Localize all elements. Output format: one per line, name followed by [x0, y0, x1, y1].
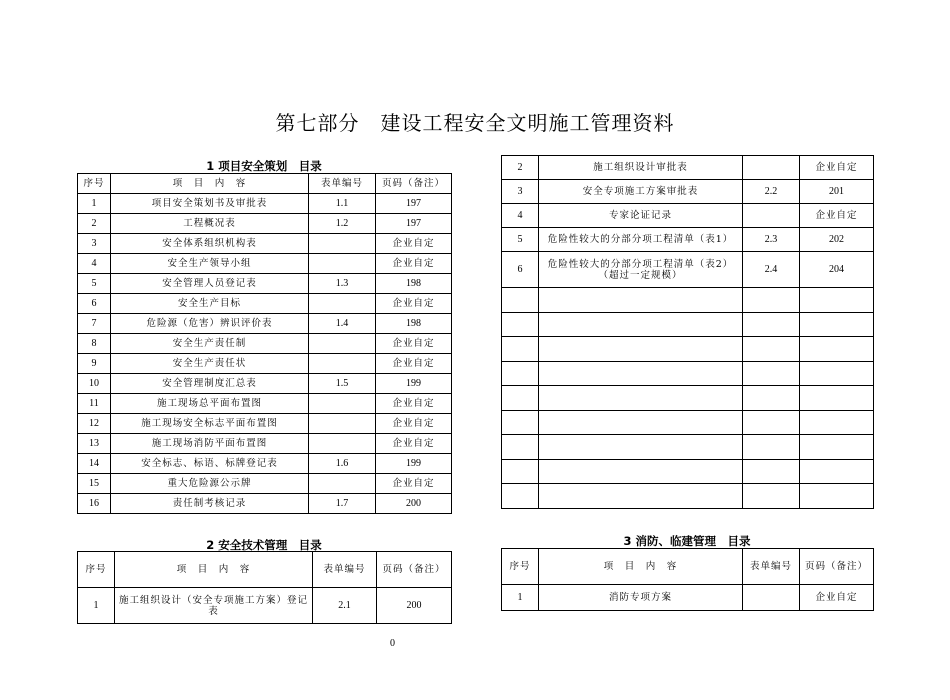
form-number-cell: 2.4 — [743, 252, 800, 288]
item-content-cell: 施工组织设计审批表 — [539, 156, 743, 180]
table-row — [78, 354, 452, 374]
row-number-cell: 16 — [78, 494, 111, 514]
blank-cell — [539, 312, 743, 337]
blank-cell — [800, 361, 874, 386]
form-number-cell — [309, 394, 376, 414]
row-number-cell: 11 — [78, 394, 111, 414]
form-number-cell — [309, 354, 376, 374]
page-note-cell: 企业自定 — [376, 414, 452, 434]
page-note-cell: 200 — [376, 494, 452, 514]
page-note-cell: 201 — [800, 180, 874, 204]
page-note-cell: 202 — [800, 228, 874, 252]
row-number-cell: 6 — [78, 294, 111, 314]
page-note-cell: 198 — [376, 274, 452, 294]
form-number-cell: 2.3 — [743, 228, 800, 252]
blank-cell — [539, 484, 743, 509]
blank-cell — [743, 288, 800, 313]
form-number-cell: 2.1 — [313, 588, 377, 624]
form-number-cell: 1.7 — [309, 494, 376, 514]
table-row — [502, 228, 874, 252]
row-number-cell: 9 — [78, 354, 111, 374]
page-note-cell: 企业自定 — [376, 294, 452, 314]
row-number-cell: 4 — [78, 254, 111, 274]
table-row — [78, 334, 452, 354]
form-number-cell: 1.5 — [309, 374, 376, 394]
form-number-cell — [743, 156, 800, 180]
blank-cell — [539, 459, 743, 484]
row-number-cell: 1 — [78, 194, 111, 214]
blank-cell — [502, 337, 539, 362]
blank-row — [502, 337, 874, 362]
table-header-row — [78, 174, 452, 194]
blank-cell — [800, 337, 874, 362]
blank-cell — [800, 435, 874, 460]
blank-cell — [743, 361, 800, 386]
form-number-cell — [309, 434, 376, 454]
item-content-cell: 消防专项方案 — [539, 585, 743, 611]
page-note-cell: 204 — [800, 252, 874, 288]
blank-row — [502, 435, 874, 460]
blank-cell — [743, 337, 800, 362]
blank-cell — [743, 312, 800, 337]
column-header: 页码（备注） — [377, 552, 452, 588]
blank-cell — [539, 386, 743, 411]
page-note-cell: 企业自定 — [800, 156, 874, 180]
form-number-cell — [309, 414, 376, 434]
item-content-cell: 安全专项施工方案审批表 — [539, 180, 743, 204]
blank-cell — [800, 410, 874, 435]
section1-table — [77, 173, 452, 514]
table-row — [502, 252, 874, 288]
blank-cell — [539, 337, 743, 362]
row-number-cell: 2 — [78, 214, 111, 234]
blank-cell — [502, 459, 539, 484]
table-row — [78, 474, 452, 494]
section3-title: 3 消防、临建管理 目录 — [623, 534, 751, 548]
item-content-cell: 安全管理人员登记表 — [111, 274, 309, 294]
column-header: 页码（备注） — [376, 174, 452, 194]
item-content-cell: 安全生产领导小组 — [111, 254, 309, 274]
row-number-cell: 1 — [502, 585, 539, 611]
item-content-cell: 施工现场安全标志平面布置图 — [111, 414, 309, 434]
table-row — [78, 214, 452, 234]
blank-row — [502, 312, 874, 337]
row-number-cell: 3 — [502, 180, 539, 204]
column-header: 项 目 内 容 — [539, 549, 743, 585]
blank-cell — [502, 312, 539, 337]
item-content-cell: 施工组织设计（安全专项施工方案）登记表 — [115, 588, 313, 624]
column-header: 页码（备注） — [800, 549, 874, 585]
page-note-cell: 199 — [376, 454, 452, 474]
row-number-cell: 6 — [502, 252, 539, 288]
blank-cell — [800, 484, 874, 509]
table-row — [78, 294, 452, 314]
table-row — [502, 204, 874, 228]
row-number-cell: 7 — [78, 314, 111, 334]
section3-table — [501, 548, 874, 611]
column-header: 项 目 内 容 — [115, 552, 313, 588]
page-note-cell: 197 — [376, 194, 452, 214]
form-number-cell: 1.6 — [309, 454, 376, 474]
blank-cell — [743, 484, 800, 509]
blank-row — [502, 410, 874, 435]
blank-row — [502, 361, 874, 386]
page-note-cell: 企业自定 — [376, 354, 452, 374]
row-number-cell: 14 — [78, 454, 111, 474]
item-content-cell: 安全生产目标 — [111, 294, 309, 314]
row-number-cell: 5 — [78, 274, 111, 294]
page-note-cell: 企业自定 — [800, 204, 874, 228]
blank-cell — [800, 312, 874, 337]
blank-cell — [743, 386, 800, 411]
page-number: 0 — [390, 638, 395, 649]
row-number-cell: 5 — [502, 228, 539, 252]
blank-cell — [743, 459, 800, 484]
page-note-cell: 企业自定 — [376, 234, 452, 254]
item-content-cell: 施工现场消防平面布置图 — [111, 434, 309, 454]
column-header: 项 目 内 容 — [111, 174, 309, 194]
page-note-cell: 199 — [376, 374, 452, 394]
table-row — [78, 394, 452, 414]
section2-continued-table — [501, 155, 874, 509]
blank-cell — [502, 361, 539, 386]
row-number-cell: 13 — [78, 434, 111, 454]
blank-cell — [539, 288, 743, 313]
item-content-cell: 责任制考核记录 — [111, 494, 309, 514]
form-number-cell — [309, 254, 376, 274]
form-number-cell — [309, 334, 376, 354]
page-note-cell: 企业自定 — [376, 434, 452, 454]
table-row — [78, 588, 452, 624]
item-content-cell: 重大危险源公示牌 — [111, 474, 309, 494]
table-row — [78, 274, 452, 294]
row-number-cell: 15 — [78, 474, 111, 494]
form-number-cell: 2.2 — [743, 180, 800, 204]
table-header-row — [502, 549, 874, 585]
blank-cell — [502, 435, 539, 460]
row-number-cell: 1 — [78, 588, 115, 624]
row-number-cell: 4 — [502, 204, 539, 228]
item-content-cell: 安全标志、标语、标牌登记表 — [111, 454, 309, 474]
blank-row — [502, 288, 874, 313]
table-row — [78, 234, 452, 254]
row-number-cell: 3 — [78, 234, 111, 254]
blank-row — [502, 386, 874, 411]
row-number-cell: 10 — [78, 374, 111, 394]
column-header: 表单编号 — [309, 174, 376, 194]
page-note-cell: 197 — [376, 214, 452, 234]
row-number-cell: 8 — [78, 334, 111, 354]
page-note-cell: 200 — [377, 588, 452, 624]
item-content-cell: 危险性较大的分部分项工程清单（表1） — [539, 228, 743, 252]
form-number-cell — [309, 234, 376, 254]
form-number-cell: 1.4 — [309, 314, 376, 334]
item-content-cell: 工程概况表 — [111, 214, 309, 234]
blank-cell — [539, 435, 743, 460]
blank-cell — [502, 288, 539, 313]
page-note-cell: 企业自定 — [376, 474, 452, 494]
blank-cell — [539, 361, 743, 386]
item-content-cell: 安全管理制度汇总表 — [111, 374, 309, 394]
page-title: 第七部分 建设工程安全文明施工管理资料 — [275, 111, 675, 135]
form-number-cell: 1.1 — [309, 194, 376, 214]
blank-cell — [502, 386, 539, 411]
table-row — [502, 585, 874, 611]
form-number-cell: 1.2 — [309, 214, 376, 234]
column-header: 序号 — [78, 174, 111, 194]
table-row — [502, 156, 874, 180]
table-row — [502, 180, 874, 204]
section2-table — [77, 551, 452, 624]
column-header: 表单编号 — [313, 552, 377, 588]
table-row — [78, 434, 452, 454]
row-number-cell: 2 — [502, 156, 539, 180]
page-note-cell: 企业自定 — [376, 334, 452, 354]
blank-cell — [800, 288, 874, 313]
table-row — [78, 454, 452, 474]
section1-title: 1 项目安全策划 目录 — [206, 159, 322, 173]
page-note-cell: 企业自定 — [376, 394, 452, 414]
blank-cell — [539, 410, 743, 435]
table-row — [78, 254, 452, 274]
row-number-cell: 12 — [78, 414, 111, 434]
table-row — [78, 314, 452, 334]
section2-title: 2 安全技术管理 目录 — [206, 538, 322, 552]
table-row — [78, 374, 452, 394]
item-content-cell: 施工现场总平面布置图 — [111, 394, 309, 414]
item-content-cell: 安全生产责任状 — [111, 354, 309, 374]
page-note-cell: 企业自定 — [376, 254, 452, 274]
table-header-row — [78, 552, 452, 588]
blank-cell — [800, 386, 874, 411]
item-content-cell: 项目安全策划书及审批表 — [111, 194, 309, 214]
form-number-cell — [309, 294, 376, 314]
blank-cell — [743, 435, 800, 460]
form-number-cell — [309, 474, 376, 494]
form-number-cell — [743, 585, 800, 611]
item-content-cell: 安全体系组织机构表 — [111, 234, 309, 254]
table-row — [78, 494, 452, 514]
blank-row — [502, 459, 874, 484]
table-row — [78, 194, 452, 214]
column-header: 序号 — [502, 549, 539, 585]
page-note-cell: 198 — [376, 314, 452, 334]
blank-row — [502, 484, 874, 509]
item-content-cell: 专家论证记录 — [539, 204, 743, 228]
form-number-cell: 1.3 — [309, 274, 376, 294]
item-content-cell: 安全生产责任制 — [111, 334, 309, 354]
blank-cell — [502, 484, 539, 509]
blank-cell — [800, 459, 874, 484]
blank-cell — [502, 410, 539, 435]
blank-cell — [743, 410, 800, 435]
item-content-cell: 危险源（危害）辨识评价表 — [111, 314, 309, 334]
page-note-cell: 企业自定 — [800, 585, 874, 611]
table-row — [78, 414, 452, 434]
column-header: 表单编号 — [743, 549, 800, 585]
form-number-cell — [743, 204, 800, 228]
item-content-cell: 危险性较大的分部分项工程清单（表2）（超过一定规模） — [539, 252, 743, 288]
column-header: 序号 — [78, 552, 115, 588]
